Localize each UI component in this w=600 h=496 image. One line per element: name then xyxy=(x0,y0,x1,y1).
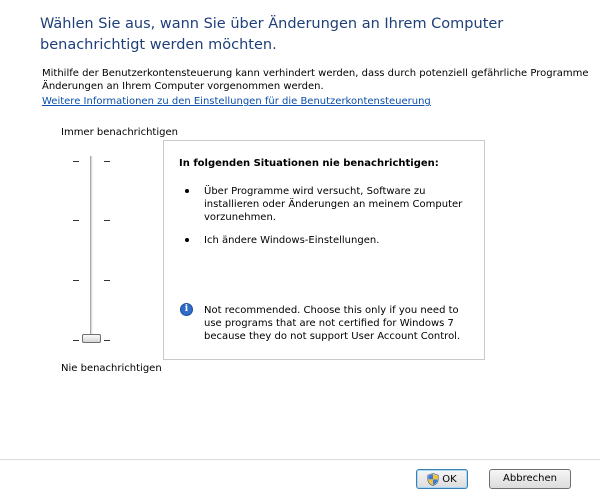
shield-icon xyxy=(427,473,439,486)
footer-divider xyxy=(0,459,600,460)
slider-tick xyxy=(104,220,110,221)
slider-thumb[interactable] xyxy=(82,334,101,343)
slider-tick xyxy=(73,280,79,281)
slider-tick xyxy=(104,280,110,281)
slider-track[interactable] xyxy=(90,156,93,342)
slider-bottom-label: Nie benachrichtigen xyxy=(61,363,162,374)
ok-button[interactable] xyxy=(416,469,468,489)
info-box xyxy=(163,140,485,360)
info-icon: i xyxy=(180,303,193,316)
info-heading: In folgenden Situationen nie benachrichtigen: xyxy=(179,158,439,169)
more-info-link[interactable]: Weitere Informationen zu den Einstellungen für die Benutzerkontensteuerung xyxy=(42,96,431,107)
slider-tick xyxy=(73,340,79,341)
slider-top-label: Immer benachrichtigen xyxy=(61,127,178,138)
page-title: Wählen Sie aus, wann Sie über Änderungen an Ihrem Computer benachrichtigt werden möchten. xyxy=(40,16,504,53)
bullet-text: Über Programme wird versucht, Software zu installieren oder Änderungen an meinem Computer vorzunehmen. xyxy=(204,186,463,223)
slider-tick xyxy=(73,220,79,221)
bullet-dot-icon xyxy=(185,238,189,242)
slider-tick xyxy=(104,161,110,162)
list-item xyxy=(184,234,474,247)
cancel-button[interactable]: Abbrechen xyxy=(489,469,571,489)
bullet-text: Ich ändere Windows-Einstellungen. xyxy=(204,235,380,246)
bullet-dot-icon xyxy=(185,189,189,193)
list-item xyxy=(184,185,474,224)
slider-tick xyxy=(104,340,110,341)
slider-tick xyxy=(73,161,79,162)
description-text: Mithilfe der Benutzerkontensteuerung kann verhindert werden, dass durch potenziell gefährliche Programme Änderungen an Ihrem Computer vorgenommen werden. xyxy=(42,68,589,92)
ok-button-label: OK xyxy=(442,473,457,485)
warning-note: Not recommended. Choose this only if you need to use programs that are not certified for Windows 7 because they do not support User Account Control. xyxy=(204,305,461,342)
bullet-list xyxy=(184,185,474,257)
